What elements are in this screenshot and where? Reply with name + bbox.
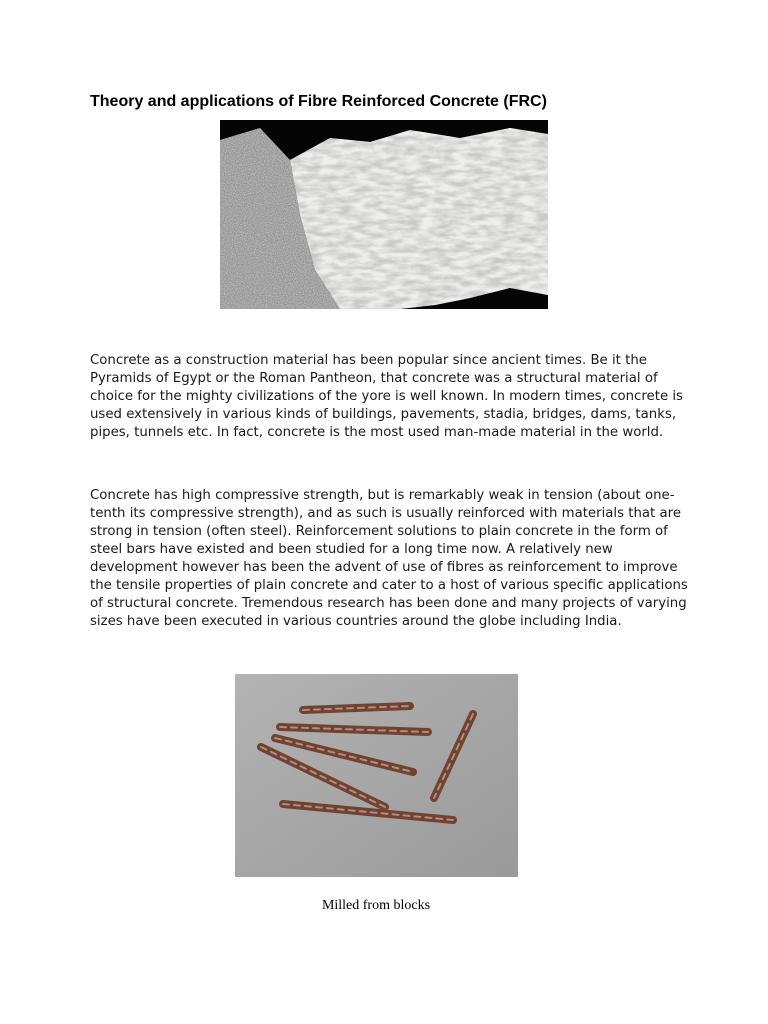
concrete-fibre-photo [220, 120, 548, 309]
paragraph-reinforcement: Concrete has high compressive strength, but is remarkably weak in tension (about one-tenth its compressive strength), and as such is usually reinforced with materials that are strong in tension (often steel). Reinforcement solutions to plain concrete in the form of steel bars have existed and been studied for a long time now. A relatively new development however has been the advent of use of fibres as reinforcement to improve the tensile properties of plain concrete and cater to a host of various specific applications of structural concrete. Tremendous research has been done and many projects of varying sizes have been executed in various countries around the globe including India. [90, 488, 688, 629]
steel-fibres-photo [235, 674, 518, 877]
figure-caption: Milled from blocks [321, 898, 431, 913]
document-title: Theory and applications of Fibre Reinforced Concrete (FRC) [90, 93, 547, 110]
paragraph-intro: Concrete as a construction material has been popular since ancient times. Be it the Pyramids of Egypt or the Roman Pantheon, that concrete was a structural material of choice for the mighty civilizations of the yore is well known. In modern times, concrete is used extensively in various kinds of buildings, pavements, stadia, bridges, dams, tanks, pipes, tunnels etc. In fact, concrete is the most used man-made material in the world. [90, 353, 683, 440]
